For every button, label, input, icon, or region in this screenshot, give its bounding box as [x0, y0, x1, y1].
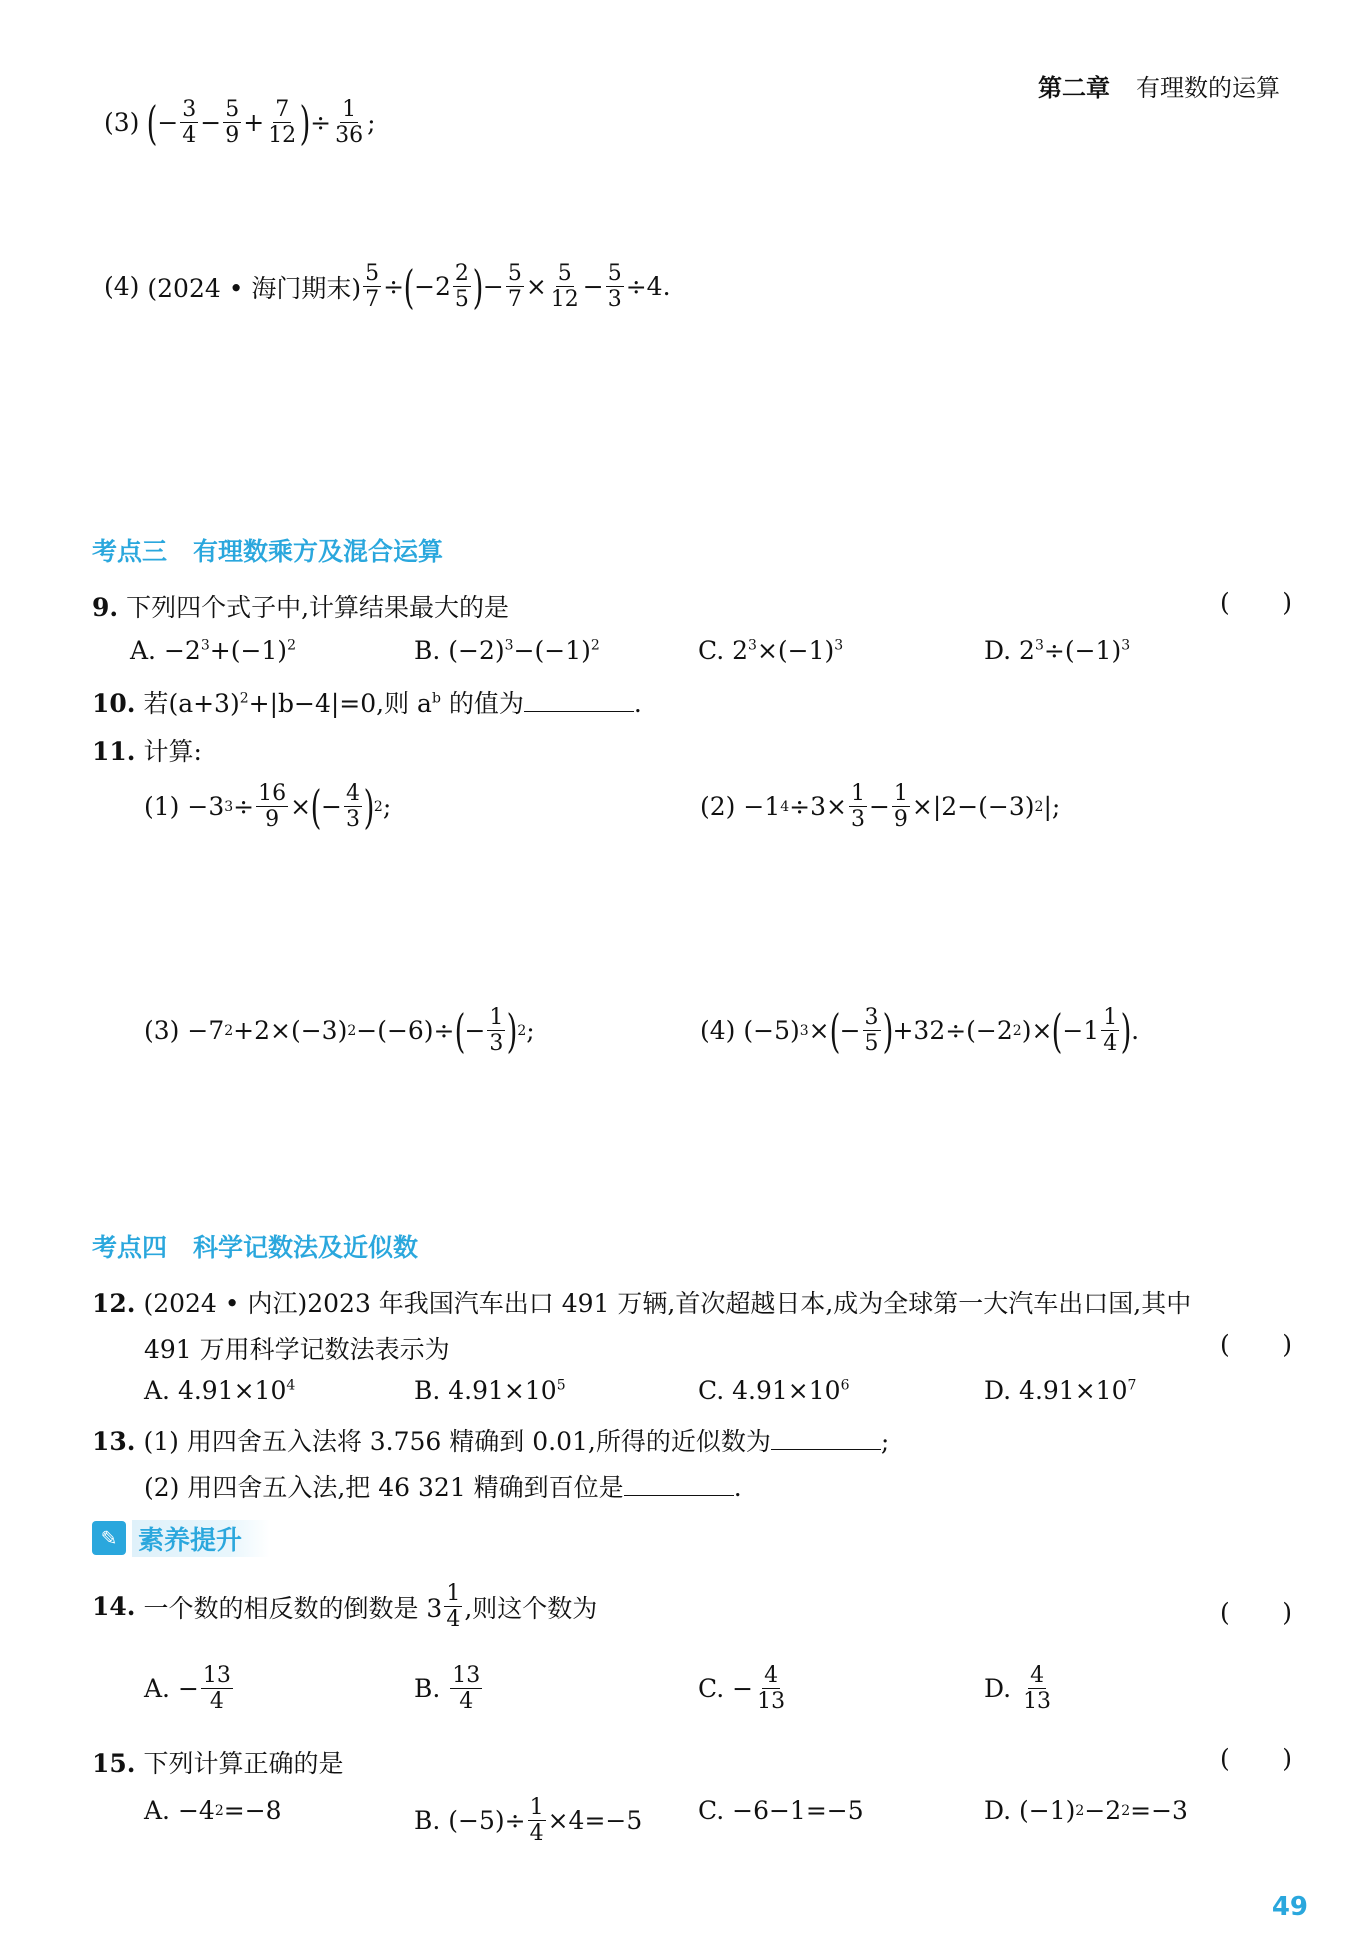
- q12-option-a: A. $4.91\times 10^4$: [144, 1376, 296, 1405]
- question-13-part2: (2) 用四舍五入法,把 46 321 精确到百位是 .: [144, 1473, 742, 1502]
- answer-paren-12: ( ): [1220, 1330, 1292, 1359]
- chapter-number: 第二章: [1038, 74, 1110, 102]
- question-9: 9. 下列四个式子中,计算结果最大的是: [92, 593, 510, 622]
- q12-option-d: D. $4.91\times 10^7$: [984, 1376, 1137, 1405]
- question-11: 11. 计算:: [92, 737, 202, 766]
- promo-label: 素养提升: [132, 1520, 270, 1557]
- expr-top-3: (3) ( − $\frac{3}{4}$ − $\frac{5}{9}$ + $\frac{7}{12}$ ) ÷ $\frac{1}{36}$ ;: [104, 95, 376, 150]
- question-14: 14. 一个数的相反数的倒数是 3 $\frac{1}{4}$ ,则这个数为: [92, 1581, 598, 1633]
- answer-paren-9: ( ): [1220, 588, 1292, 617]
- q15-option-b: B. (−5)÷ $\frac{1}{4}$ ×4=−5: [414, 1795, 643, 1847]
- q9-option-d: D. $2^3\div(-1)^3$: [984, 636, 1131, 665]
- q14-option-b: B. $\frac{13}{4}$: [414, 1663, 481, 1715]
- chapter-title: 有理数的运算: [1136, 74, 1280, 102]
- page-number: 49: [1271, 1892, 1308, 1922]
- q9-option-c: C. $2^3\times(-1)^3$: [698, 636, 844, 665]
- section-heading-3: 考点三 有理数乘方及混合运算: [92, 537, 444, 566]
- chapter-header: [1038, 68, 1280, 103]
- question-12: 12. (2024 • 内江)2023 年我国汽车出口 491 万辆,首次超越日本,成为全球第一大汽车出口国,其中: [92, 1289, 1192, 1318]
- section-heading-4: 考点四 科学记数法及近似数: [92, 1233, 419, 1262]
- expr-top-4: (4) (2024 • 海门期末) $\frac{5}{7}$ ÷ ( −2 $\frac{2}{5}$ ) − $\frac{5}{7}$ × $\frac{5}{12}$ − $\frac{5}{3}$ ÷4.: [104, 259, 671, 314]
- q14-option-d: D. $\frac{4}{13}$: [984, 1663, 1052, 1715]
- q12-option-b: B. $4.91\times 10^5$: [414, 1376, 566, 1405]
- source-tag: (2024 • 海门期末): [147, 273, 362, 303]
- q15-option-d: D. (−1) 2 −2 2 =−3: [984, 1796, 1188, 1825]
- q9-option-b: B. $(-2)^3-(-1)^2$: [414, 636, 600, 665]
- promo-banner: [92, 1520, 270, 1556]
- q9-option-a: A. $-2^3+(-1)^2$: [130, 636, 296, 665]
- question-10: 10. 若$(a+3)^2+|b-4|=0$,则 $a^b$ 的值为 .: [92, 689, 642, 718]
- answer-blank-10: [524, 689, 634, 712]
- q12-option-c: C. $4.91\times 10^6$: [698, 1376, 850, 1405]
- q14-option-a: A. − $\frac{13}{4}$: [144, 1663, 231, 1715]
- q11-part-1: (1) −3 3 ÷ $\frac{16}{9}$ × ( − $\frac{4}{3}$ ) 2 ;: [144, 779, 392, 834]
- answer-blank-13a: [771, 1427, 881, 1450]
- answer-paren-14: ( ): [1220, 1598, 1292, 1627]
- q14-option-c: C. − $\frac{4}{13}$: [698, 1663, 786, 1715]
- answer-blank-13b: [624, 1473, 734, 1496]
- question-15: 15. 下列计算正确的是: [92, 1749, 344, 1778]
- q11-part-2: (2) −1 4 ÷3× $\frac{1}{3}$ − $\frac{1}{9}$ ×|2−(−3) 2 |;: [700, 781, 1061, 833]
- question-12-line2: 491 万用科学记数法表示为: [144, 1335, 450, 1364]
- q11-part-3: (3) −7 2 +2×(−3) 2 −(−6)÷ ( − $\frac{1}{3}$ ) 2 ;: [144, 1003, 535, 1058]
- answer-paren-15: ( ): [1220, 1744, 1292, 1773]
- question-13: 13. (1) 用四舍五入法将 3.756 精确到 0.01,所得的近似数为 ;: [92, 1427, 890, 1456]
- q15-option-a: A. −4 2 =−8: [144, 1796, 282, 1825]
- rocket-edit-icon: ✎: [92, 1521, 126, 1555]
- q15-option-c: C. −6−1=−5: [698, 1796, 864, 1825]
- q11-part-4: (4) (−5) 3 × ( − $\frac{3}{5}$ ) +32÷(−2 2 )× ( −1 $\frac{1}{4}$ ) .: [700, 1003, 1140, 1058]
